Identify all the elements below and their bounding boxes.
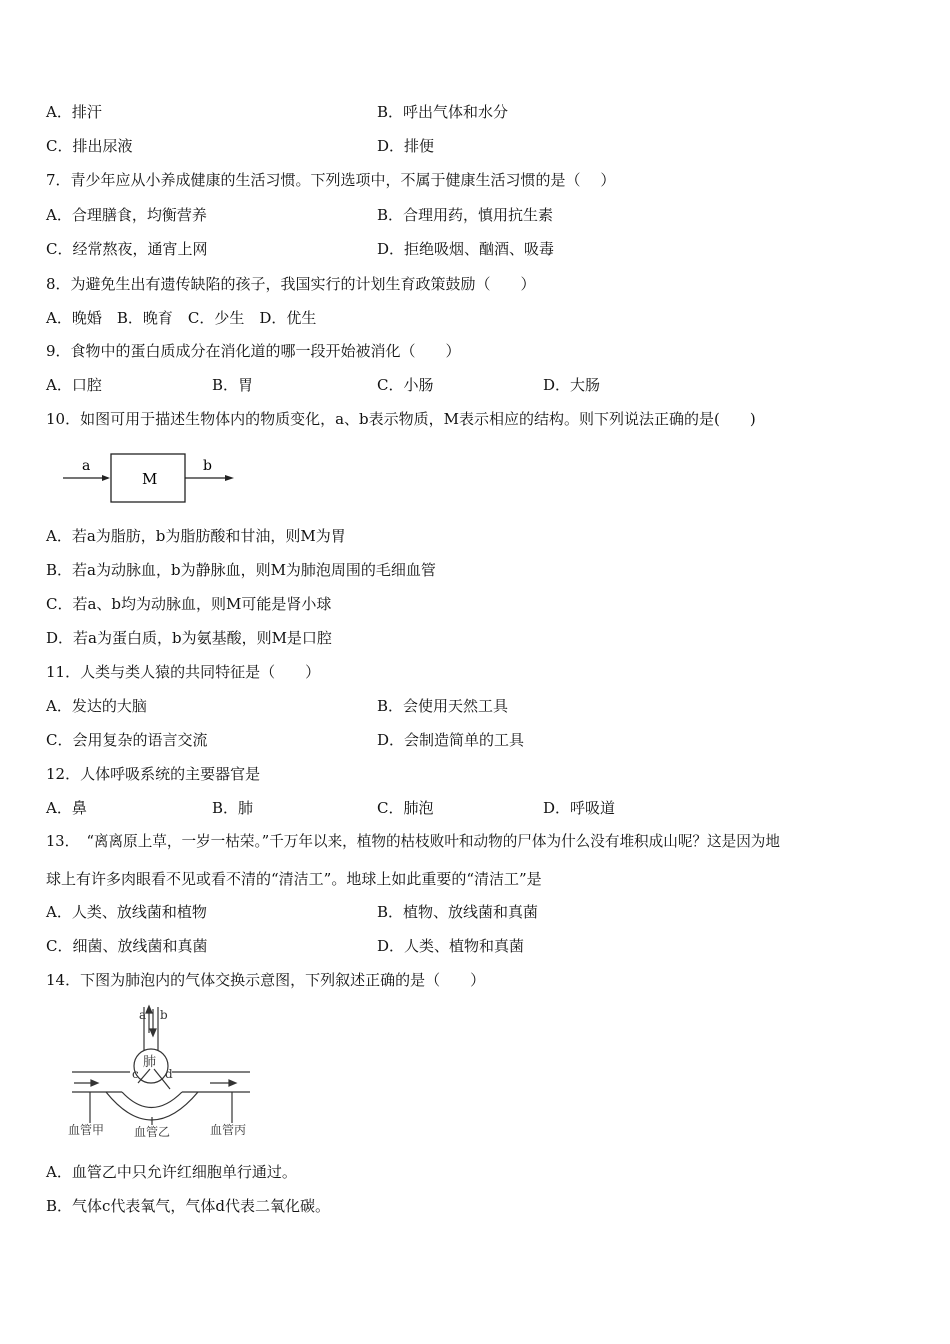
q9-option-d: D．大肠 (543, 376, 601, 394)
q10-diagram (60, 450, 240, 510)
q10-label-b: b (203, 458, 212, 474)
q7-option-a: A．合理膳食，均衡营养 (46, 206, 207, 224)
q11-option-c: C．会用复杂的语言交流 (46, 731, 208, 749)
q13-stem-line2: 球上有许多肉眼看不见或看不清的“清洁工”。地球上如此重要的“清洁工”是 (46, 870, 542, 888)
q9-option-a: A．口腔 (46, 376, 102, 394)
q9-option-c: C．小肠 (377, 376, 434, 394)
q14-stem: 14．下图为肺泡内的气体交换示意图，下列叙述正确的是（ ） (46, 971, 486, 989)
q14-option-a: A．血管乙中只允许红细胞单行通过。 (46, 1163, 297, 1181)
q12-option-d: D．呼吸道 (543, 799, 616, 817)
q9-stem: 9．食物中的蛋白质成分在消化道的哪一段开始被消化（ ） (46, 342, 461, 360)
q11-option-a: A．发达的大脑 (46, 697, 147, 715)
q12-option-c: C．肺泡 (377, 799, 434, 817)
q10-stem: 10．如图可用于描述生物体内的物质变化，a、b表示物质，M表示相应的结构。则下列说法正确的是( ) (46, 410, 756, 428)
q14-alveolus-diagram (60, 1003, 260, 1143)
q7-option-d: D．拒绝吸烟、酗酒、吸毒 (377, 240, 555, 258)
q13-option-b: B．植物、放线菌和真菌 (377, 903, 539, 921)
q13-option-a: A．人类、放线菌和植物 (46, 903, 207, 921)
q14-label-lung: 肺 (143, 1055, 157, 1070)
q7-option-b: B．合理用药，慎用抗生素 (377, 206, 554, 224)
q10-option-a: A．若a为脂肪，b为脂肪酸和甘油，则M为胃 (46, 527, 346, 545)
q13-stem-line1: 13． “离离原上草，一岁一枯荣。”千万年以来，植物的枯枝败叶和动物的尸体为什么没有堆积成山呢？这是因为地 (46, 833, 780, 850)
q10-option-d: D．若a为蛋白质，b为氨基酸，则M是口腔 (46, 629, 332, 647)
q10-option-b: B．若a为动脉血，b为静脉血，则M为肺泡周围的毛细血管 (46, 561, 436, 579)
q6-option-b: B．呼出气体和水分 (377, 103, 509, 121)
q7-option-c: C．经常熬夜，通宵上网 (46, 240, 208, 258)
q14-option-b: B．气体c代表氧气，气体d代表二氧化碳。 (46, 1197, 331, 1215)
q11-option-b: B．会使用天然工具 (377, 697, 509, 715)
q14-label-b: b (160, 1008, 168, 1022)
q8-options: A．晚婚 B．晚育 C．少生 D．优生 (46, 309, 317, 327)
q13-option-c: C．细菌、放线菌和真菌 (46, 937, 208, 955)
q11-option-d: D．会制造简单的工具 (377, 731, 525, 749)
q14-label-vessel1: 血管甲 (68, 1123, 105, 1137)
q9-option-b: B．胃 (212, 376, 254, 394)
q6-option-d: D．排便 (377, 137, 435, 155)
q10-label-m: M (142, 470, 158, 488)
q14-label-a: a (139, 1008, 147, 1022)
q10-option-c: C．若a、b均为动脉血，则M可能是肾小球 (46, 595, 332, 613)
q14-label-vessel2: 血管乙 (134, 1125, 171, 1139)
q14-label-c: c (132, 1067, 139, 1081)
q11-stem: 11．人类与类人猿的共同特征是（ ） (46, 663, 321, 681)
q12-option-a: A．鼻 (46, 799, 87, 817)
q14-label-vessel3: 血管丙 (210, 1123, 247, 1137)
q10-label-a: a (82, 458, 91, 474)
q12-stem: 12．人体呼吸系统的主要器官是 (46, 765, 261, 783)
q7-stem: 7．青少年应从小养成健康的生活习惯。下列选项中，不属于健康生活习惯的是（ ） (46, 171, 616, 189)
q6-option-c: C．排出尿液 (46, 137, 133, 155)
q8-stem: 8．为避免生出有遗传缺陷的孩子，我国实行的计划生育政策鼓励（ ） (46, 275, 536, 293)
q14-label-d: d (165, 1067, 173, 1081)
q12-option-b: B．肺 (212, 799, 254, 817)
q13-option-d: D．人类、植物和真菌 (377, 937, 525, 955)
q6-option-a: A．排汗 (46, 103, 102, 121)
